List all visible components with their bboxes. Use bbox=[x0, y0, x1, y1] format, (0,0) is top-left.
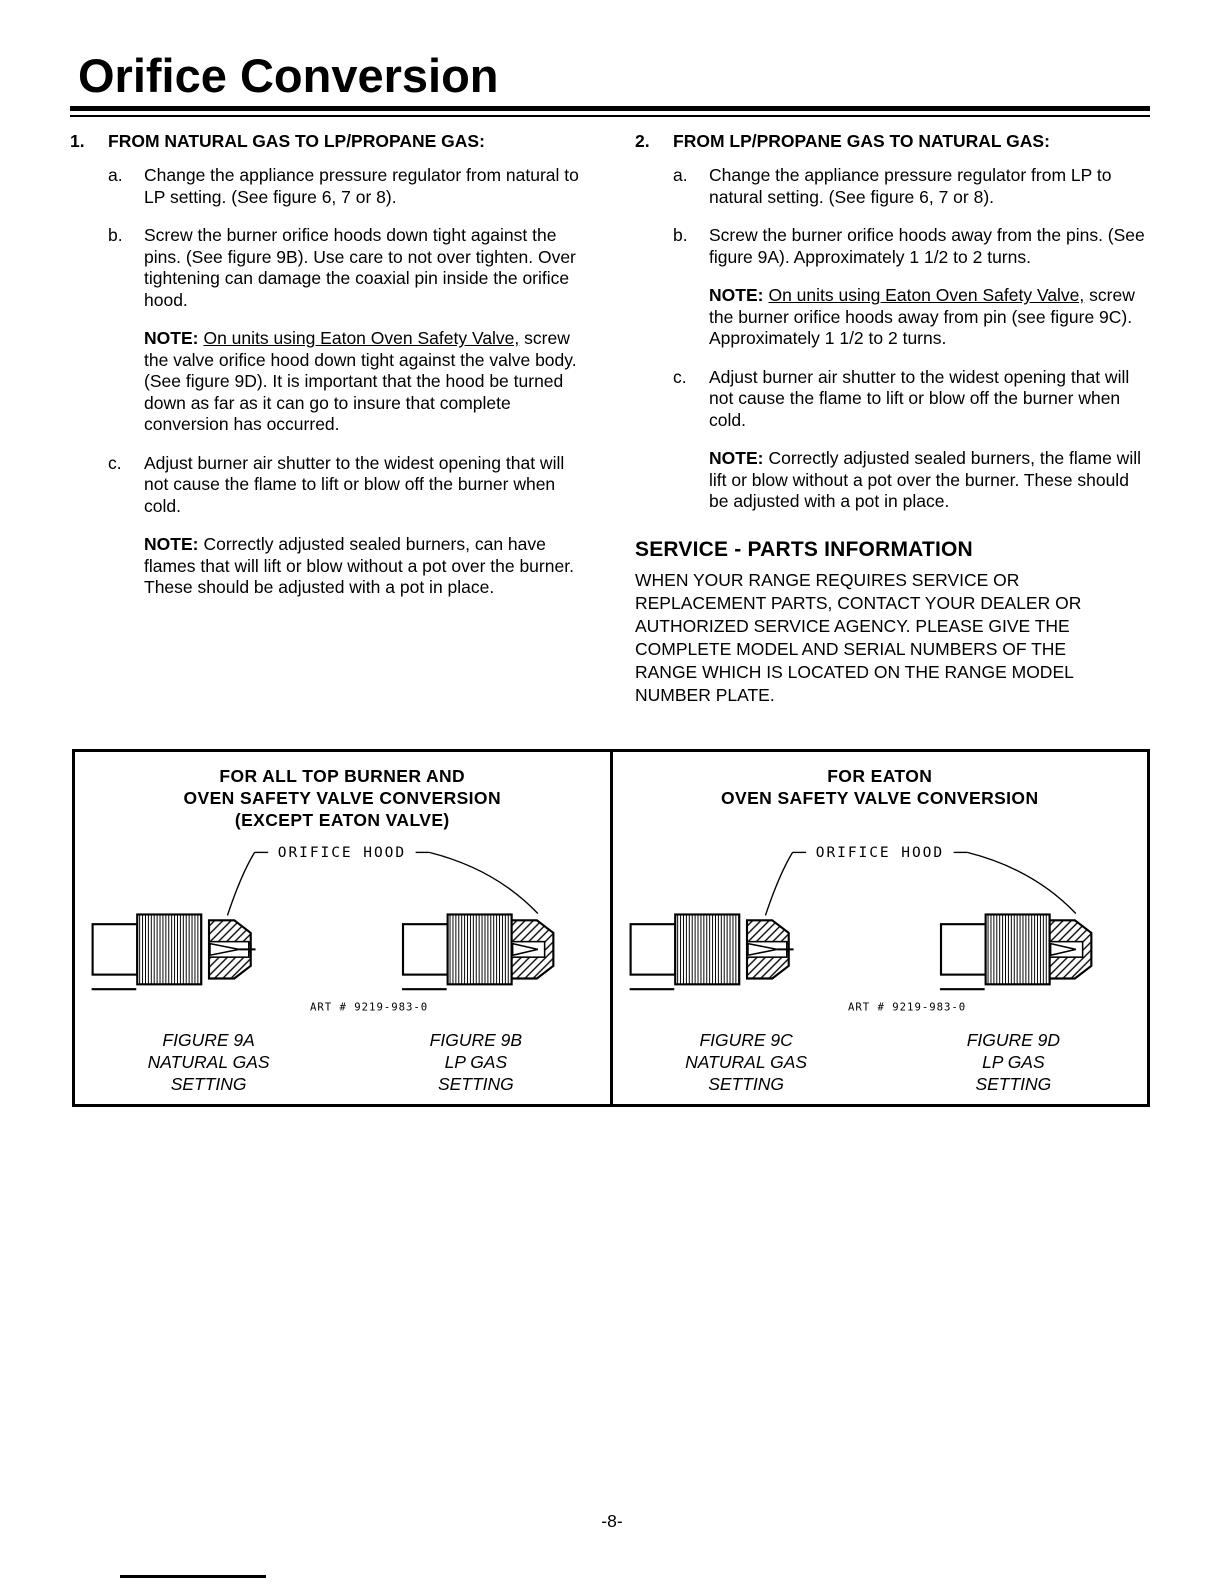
caption-line: FIGURE 9B bbox=[429, 1030, 523, 1051]
list-item-1a bbox=[108, 165, 585, 208]
caption-line: FIGURE 9C bbox=[699, 1030, 793, 1051]
list-item-2c-text: Adjust burner air shutter to the widest opening that will not cause the flame to lift or blow off the burner when cold. bbox=[709, 366, 1130, 430]
figure-caption-9d bbox=[880, 1029, 1147, 1095]
section-1-items bbox=[108, 165, 585, 599]
caption-line: SETTING bbox=[708, 1074, 785, 1095]
note-2-sealed-burners bbox=[709, 448, 1150, 513]
hood-leader-line-right bbox=[430, 853, 539, 914]
note-underlined-phrase: On units using Eaton Oven Safety Valve, bbox=[768, 285, 1085, 306]
title-rule-thick bbox=[70, 106, 1150, 111]
section-2-heading: FROM LP/PROPANE GAS TO NATURAL GAS: bbox=[673, 130, 1050, 151]
heading-line: FOR EATON bbox=[827, 766, 933, 787]
art-number: ART # 9219-983-0 bbox=[847, 1000, 966, 1014]
fitting-drawing-lp-gas bbox=[940, 915, 1091, 990]
hood-leader-line-left bbox=[228, 853, 255, 916]
section-2-items bbox=[673, 165, 1150, 513]
list-item-2a-text: Change the appliance pressure regulator from LP to natural setting. (See figure 6, 7 or 8). bbox=[709, 165, 1112, 207]
list-item-1c-label: c. bbox=[108, 452, 122, 473]
hood-leader-line-left bbox=[765, 853, 792, 916]
two-column-body bbox=[70, 131, 1150, 708]
hood-leader-line-right bbox=[967, 853, 1076, 914]
figure-caption-9a bbox=[75, 1029, 342, 1095]
caption-line: SETTING bbox=[170, 1074, 247, 1095]
note-1-eaton-valve bbox=[144, 328, 585, 436]
caption-line: FIGURE 9D bbox=[966, 1030, 1061, 1051]
figure-box bbox=[72, 749, 1150, 1107]
fitting-drawing-natural-gas bbox=[629, 915, 793, 990]
list-item-1a-text: Change the appliance pressure regulator from natural to LP setting. (See figure 6, 7 or 8). bbox=[144, 165, 579, 207]
orifice-hood-label: ORIFICE HOOD bbox=[278, 845, 407, 862]
fitting-drawing-lp-gas bbox=[402, 915, 553, 990]
note-label: NOTE: bbox=[709, 285, 764, 306]
section-lp-to-natural bbox=[635, 131, 1150, 708]
note-text: screw the burner orifice hoods away from pin (see figure 9C). Approximately 1 1/2 to 2 turns. bbox=[709, 285, 1135, 349]
figure-panel-top-burner bbox=[75, 752, 610, 1104]
note-label: NOTE: bbox=[144, 534, 199, 555]
service-parts-section bbox=[635, 539, 1150, 708]
section-2-number: 2. bbox=[635, 130, 650, 151]
note-text: screw the valve orifice hood down tight against the valve body. (See figure 9D). It is important that the hood be turned down as far as it can go to insure that complete conversion has occurred. bbox=[144, 328, 577, 435]
service-parts-heading: SERVICE - PARTS INFORMATION bbox=[635, 537, 973, 561]
page-title: Orifice Conversion bbox=[78, 49, 499, 102]
section-1-number: 1. bbox=[70, 130, 85, 151]
orifice-hood-label: ORIFICE HOOD bbox=[815, 845, 944, 862]
footer-mark bbox=[120, 1575, 266, 1578]
figure-caption-9b bbox=[342, 1029, 609, 1095]
service-parts-body: WHEN YOUR RANGE REQUIRES SERVICE OR REPLACEMENT PARTS, CONTACT YOUR DEALER OR AUTHORIZED SERVICE AGENCY. PLEASE GIVE THE COMPLETE MODEL AND SERIAL NUMBERS OF THE RANGE WHICH IS LOCATED ON THE RANGE MODEL NUMBER PLATE. bbox=[635, 570, 1082, 706]
heading-line: OVEN SAFETY VALVE CONVERSION bbox=[720, 788, 1039, 809]
section-1-heading-row bbox=[70, 131, 585, 153]
figure-panel-top-burner-heading bbox=[75, 765, 610, 835]
list-item-1b bbox=[108, 225, 585, 311]
note-text: Correctly adjusted sealed burners, the flame will lift or blow without a pot over the burner. These should be adjusted with a pot in place. bbox=[709, 448, 1141, 512]
caption-line: NATURAL GAS bbox=[685, 1052, 808, 1073]
caption-line: NATURAL GAS bbox=[147, 1052, 270, 1073]
conversion-drawing-top-burner bbox=[80, 835, 604, 1025]
list-item-1c bbox=[108, 453, 585, 518]
list-item-2b-text: Screw the burner orifice hoods away from the pins. (See figure 9A). Approximately 1 1/2 to 2 turns. bbox=[709, 225, 1145, 267]
page-number: -8- bbox=[601, 1511, 623, 1531]
heading-line: (EXCEPT EATON VALVE) bbox=[234, 810, 450, 831]
figure-caption-9c bbox=[613, 1029, 880, 1095]
list-item-2a bbox=[673, 165, 1150, 208]
list-item-2b bbox=[673, 225, 1150, 268]
title-rule-thin bbox=[70, 115, 1150, 117]
fitting-drawing-natural-gas bbox=[92, 915, 256, 990]
list-item-1b-text: Screw the burner orifice hoods down tight against the pins. (See figure 9B). Use care to not over tighten. Over tightening can damage the coaxial pin inside the orifice hood. bbox=[144, 225, 576, 310]
heading-line: OVEN SAFETY VALVE CONVERSION bbox=[183, 788, 501, 809]
list-item-2b-label: b. bbox=[673, 225, 688, 246]
section-2-heading-row bbox=[635, 131, 1150, 153]
list-item-1c-text: Adjust burner air shutter to the widest opening that will not cause the flame to lift or blow off the burner when cold. bbox=[144, 452, 565, 516]
figure-panel-eaton-heading bbox=[613, 765, 1148, 835]
caption-line: LP GAS bbox=[444, 1052, 508, 1073]
figure-panel-eaton bbox=[610, 752, 1148, 1104]
note-1-sealed-burners bbox=[144, 534, 585, 599]
list-item-1b-label: b. bbox=[108, 225, 123, 246]
heading-line: FOR ALL TOP BURNER AND bbox=[219, 766, 466, 787]
caption-line: SETTING bbox=[975, 1074, 1052, 1095]
note-label: NOTE: bbox=[144, 328, 199, 349]
list-item-1a-label: a. bbox=[108, 165, 123, 186]
section-natural-to-lp bbox=[70, 131, 585, 708]
list-item-2c-label: c. bbox=[673, 366, 687, 387]
figure-captions bbox=[613, 1029, 1148, 1095]
list-item-2c bbox=[673, 367, 1150, 432]
note-2-eaton-valve bbox=[709, 285, 1150, 350]
conversion-drawing-eaton bbox=[618, 835, 1142, 1025]
section-1-heading: FROM NATURAL GAS TO LP/PROPANE GAS: bbox=[108, 130, 485, 151]
art-number: ART # 9219-983-0 bbox=[310, 1000, 429, 1014]
figure-captions bbox=[75, 1029, 610, 1095]
note-text: Correctly adjusted sealed burners, can have flames that will lift or blow without a pot over the burner. These should be adjusted with a pot in place. bbox=[144, 534, 574, 598]
caption-line: SETTING bbox=[437, 1074, 514, 1095]
note-label: NOTE: bbox=[709, 448, 764, 469]
caption-line: FIGURE 9A bbox=[162, 1030, 255, 1051]
list-item-2a-label: a. bbox=[673, 165, 688, 186]
caption-line: LP GAS bbox=[982, 1052, 1045, 1073]
note-underlined-phrase: On units using Eaton Oven Safety Valve, bbox=[203, 328, 520, 349]
